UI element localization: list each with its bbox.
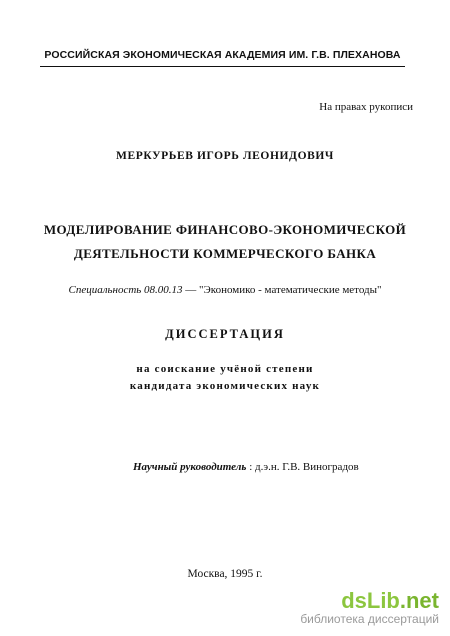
watermark-logo-tld: .net [399, 588, 439, 613]
city-year: Москва, 1995 г. [187, 568, 263, 580]
title-line-1: МОДЕЛИРОВАНИЕ ФИНАНСОВО-ЭКОНОМИЧЕСКОЙ [43, 222, 407, 237]
specialty [0, 284, 450, 296]
institution-header: РОССИЙСКАЯ ЭКОНОМИЧЕСКАЯ АКАДЕМИЯ ИМ. Г.В. ПЛЕХАНОВА [44, 49, 401, 61]
supervisor-name: : д.э.н. Г.В. Виноградов [249, 461, 359, 473]
rights-note: На правах рукописи [319, 101, 413, 113]
header-rule [40, 66, 405, 67]
degree-line-1: на соискание учёной степени [136, 363, 314, 375]
watermark [279, 590, 439, 626]
specialty-description: — "Экономико - математические методы" [185, 284, 382, 296]
author-name: МЕРКУРЬЕВ ИГОРЬ ЛЕОНИДОВИЧ [116, 150, 334, 162]
supervisor [133, 461, 359, 473]
watermark-subtitle: библиотека диссертаций [300, 612, 439, 626]
degree-line-2: кандидата экономических наук [129, 380, 321, 392]
title-line-2: ДЕЯТЕЛЬНОСТИ КОММЕРЧЕСКОГО БАНКА [73, 246, 377, 261]
specialty-label: Специальность 08.00.13 [68, 284, 183, 296]
watermark-logo-main: dsLib [341, 588, 400, 613]
document-type: ДИССЕРТАЦИЯ [165, 327, 285, 341]
supervisor-label: Научный руководитель [133, 461, 247, 473]
watermark-logo [279, 590, 439, 612]
